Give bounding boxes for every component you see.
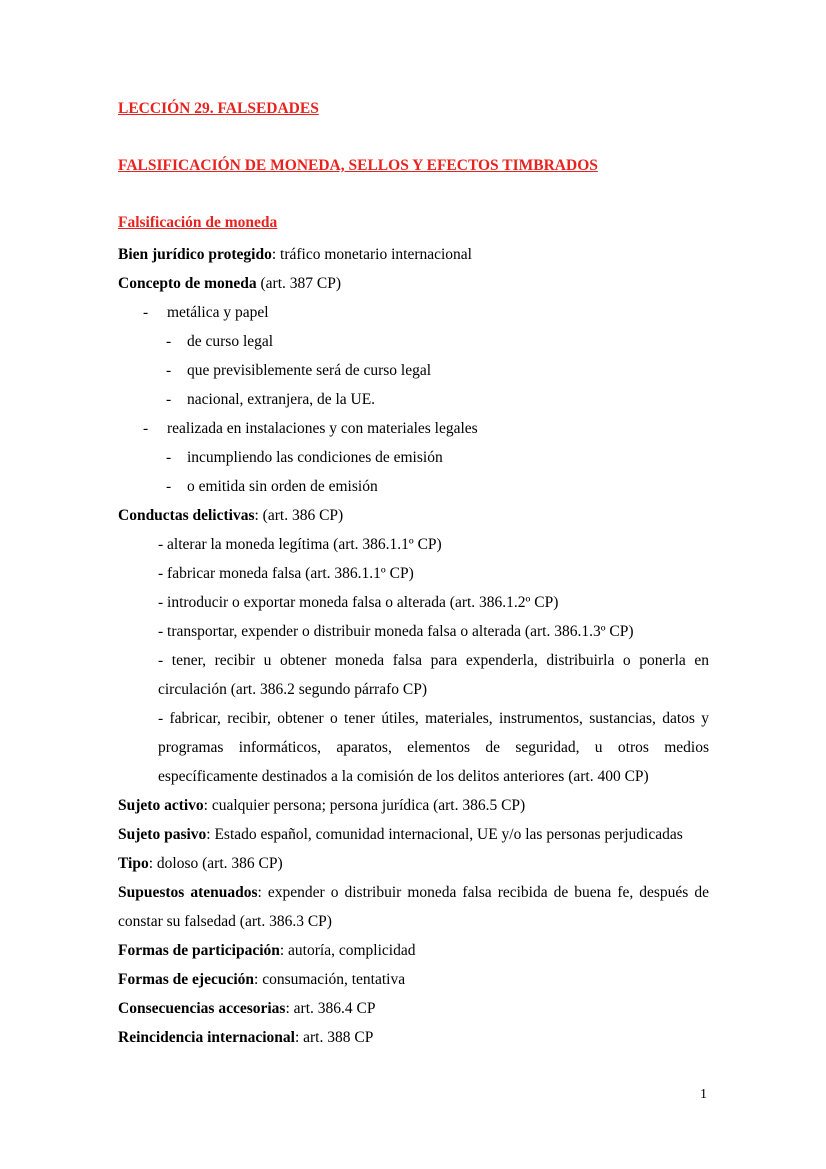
bullet-dash: - <box>166 333 172 350</box>
conducta-item: - alterar la moneda legítima (art. 386.1.1º CP) <box>158 536 442 553</box>
conducta-item: - fabricar moneda falsa (art. 386.1.1º CP) <box>158 565 414 582</box>
conductas-line <box>118 501 709 530</box>
reincidencia-internacional-line <box>118 1023 709 1052</box>
concepto-item-text: realizada en instalaciones y con materiales legales <box>167 420 478 437</box>
supuestos-atenuados-line <box>118 878 709 936</box>
conducta-item: - tener, recibir u obtener moneda falsa para expenderla, distribuirla o ponerla en circulación (art. 386.2 segundo párrafo CP) <box>158 652 709 698</box>
bien-juridico-label: Bien jurídico protegido <box>118 246 272 263</box>
supuestos-atenuados-text: : expender o distribuir moneda falsa recibida de buena fe, después de constar su falsedad (art. 386.3 CP) <box>118 884 709 930</box>
reincidencia-internacional-label: Reincidencia internacional <box>118 1029 295 1046</box>
concepto-subitem-text: que previsiblemente será de curso legal <box>187 362 432 379</box>
conducta-item: - introducir o exportar moneda falsa o alterada (art. 386.1.2º CP) <box>158 594 559 611</box>
bullet-dash: - <box>166 391 172 408</box>
bullet-dash: - <box>143 304 149 321</box>
concepto-subitem <box>118 385 709 414</box>
bullet-dash: - <box>166 478 172 495</box>
reincidencia-internacional-text: : art. 388 CP <box>294 1029 374 1046</box>
lesson-title: LECCIÓN 29. FALSEDADES <box>118 100 319 117</box>
conducta-item: - fabricar, recibir, obtener o tener útiles, materiales, instrumentos, sustancias, datos y programas informáticos, aparatos, elementos de seguridad, u otros medios específicamente destinados a la comisión de los delitos anteriores (art. 400 CP) <box>158 710 709 785</box>
concepto-item-text: metálica y papel <box>167 304 269 321</box>
chapter-title: FALSIFICACIÓN DE MONEDA, SELLOS Y EFECTOS TIMBRADOS <box>118 157 598 174</box>
concepto-subitem-text: incumpliendo las condiciones de emisión <box>187 449 443 466</box>
concepto-subitem-text: de curso legal <box>187 333 274 350</box>
bullet-dash: - <box>166 449 172 466</box>
concepto-subitem-text: nacional, extranjera, de la UE. <box>187 391 376 408</box>
conductas-label: Conductas delictivas <box>118 507 255 524</box>
consecuencias-accesorias-text: : art. 386.4 CP <box>285 1000 376 1017</box>
bien-juridico-line <box>118 240 709 269</box>
concepto-subitem <box>118 327 709 356</box>
supuestos-atenuados-label: Supuestos atenuados <box>118 884 258 901</box>
tipo-text: : doloso (art. 386 CP) <box>148 855 283 872</box>
concepto-subitem <box>118 443 709 472</box>
page-number: 1 <box>700 1087 707 1102</box>
concepto-line <box>118 269 709 298</box>
tipo-line <box>118 849 709 878</box>
concepto-item <box>118 298 709 327</box>
tipo-label: Tipo <box>118 855 149 872</box>
sujeto-pasivo-text: : Estado español, comunidad internacional, UE y/o las personas perjudicadas <box>206 826 683 843</box>
sujeto-activo-label: Sujeto activo <box>118 797 204 814</box>
sujeto-activo-line <box>118 791 709 820</box>
concepto-item <box>118 414 709 443</box>
concepto-label: Concepto de moneda <box>118 275 257 292</box>
formas-ejecucion-label: Formas de ejecución <box>118 971 255 988</box>
concepto-subitem <box>118 356 709 385</box>
section-title: Falsificación de moneda <box>118 214 278 231</box>
sujeto-pasivo-label: Sujeto pasivo <box>118 826 207 843</box>
bullet-dash: - <box>166 362 172 379</box>
sujeto-pasivo-line <box>118 820 709 849</box>
section-body <box>118 240 709 1052</box>
concepto-subitem-text: o emitida sin orden de emisión <box>187 478 378 495</box>
concepto-subitem <box>118 472 709 501</box>
formas-ejecucion-text: : consumación, tentativa <box>254 971 406 988</box>
formas-participacion-line <box>118 936 709 965</box>
sujeto-activo-text: : cualquier persona; persona jurídica (art. 386.5 CP) <box>203 797 526 814</box>
concepto-text: (art. 387 CP) <box>256 275 342 292</box>
formas-ejecucion-line <box>118 965 709 994</box>
consecuencias-accesorias-label: Consecuencias accesorias <box>118 1000 286 1017</box>
conducta-item: - transportar, expender o distribuir moneda falsa o alterada (art. 386.1.3º CP) <box>158 623 634 640</box>
bien-juridico-text: : tráfico monetario internacional <box>271 246 472 263</box>
conductas-text: : (art. 386 CP) <box>254 507 344 524</box>
bullet-dash: - <box>143 420 149 437</box>
formas-participacion-label: Formas de participación <box>118 942 280 959</box>
consecuencias-accesorias-line <box>118 994 709 1023</box>
formas-participacion-text: : autoría, complicidad <box>279 942 416 959</box>
